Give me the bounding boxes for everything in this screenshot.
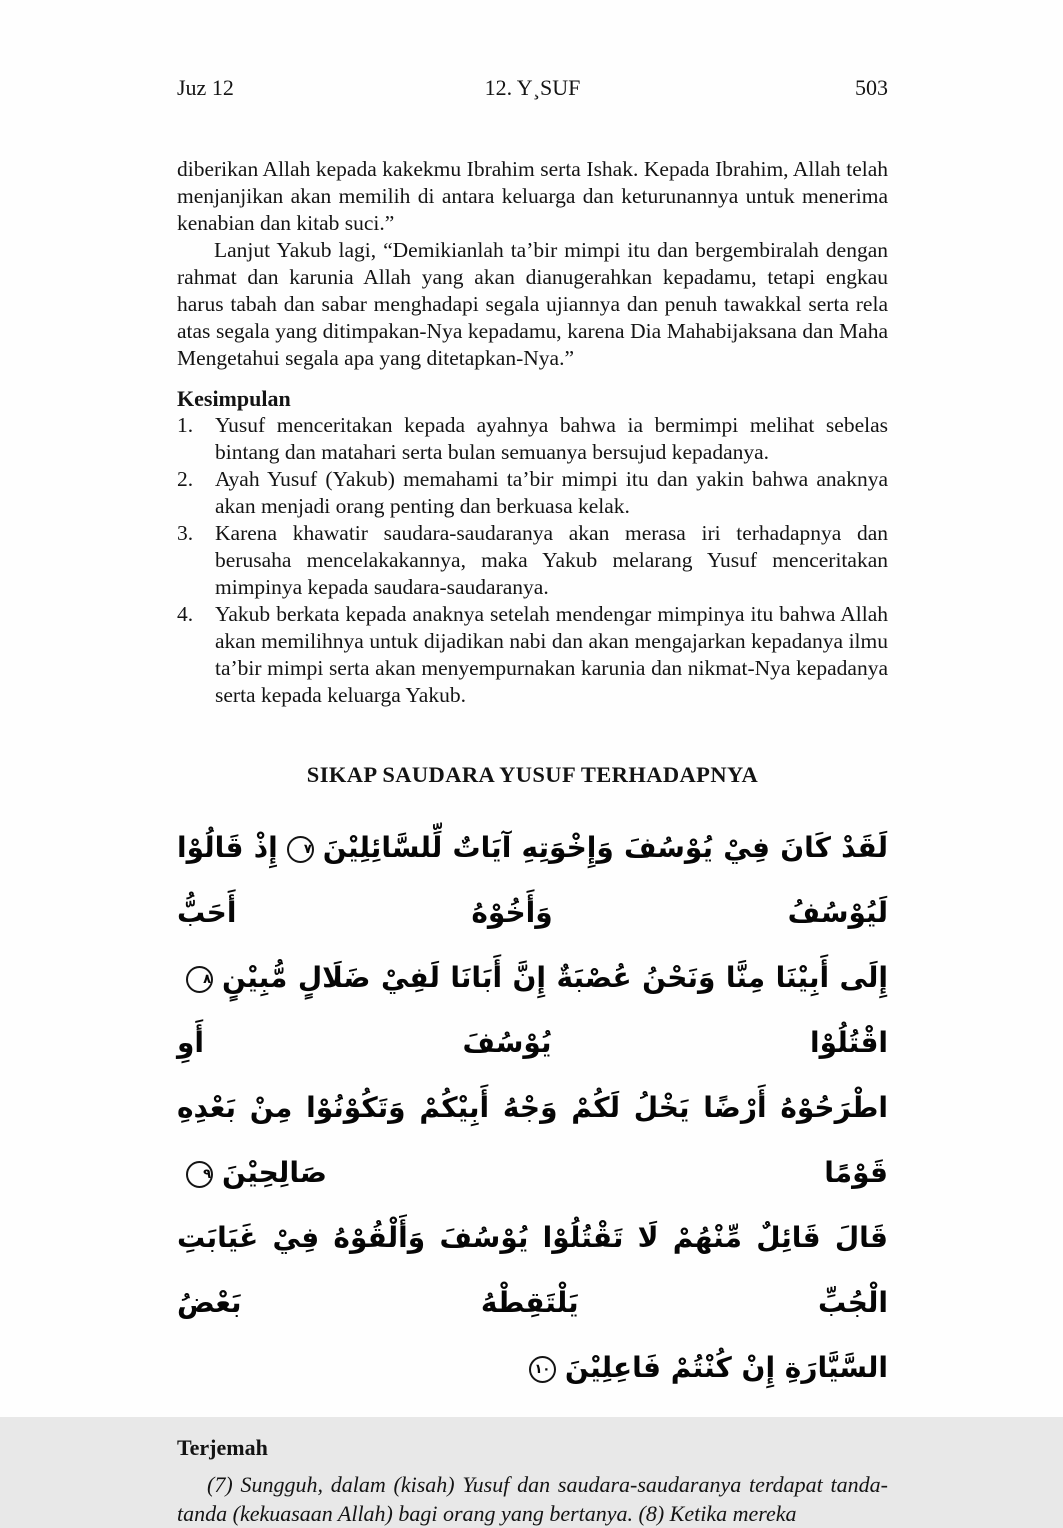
quran-text: قَالَ قَائِلٌ مِّنْهُمْ لَا تَقْتُلُوْا يُوْسُفَ وَأَلْقُوْهُ فِيْ غَيَابَتِ الْجُبِّ يَلْتَقِطْهُ بَعْضُ — [177, 1221, 888, 1319]
quran-text: إِلَى أَبِيْنَا مِنَّا وَنَحْنُ عُصْبَةٌ إِنَّ أَبَانَا لَفِيْ ضَلَالٍ مُّبِيْنٍ — [222, 961, 888, 994]
header-surah-title: 12. Y¸SUF — [484, 75, 581, 100]
quran-text: السَّيَّارَةِ إِنْ كُنْتُمْ فَاعِلِيْنَ — [564, 1351, 888, 1384]
paragraph-continuation: diberikan Allah kepada kakekmu Ibrahim serta Ishak. Kepada Ibrahim, Allah telah menjanjikan akan memilih di antara keluarga dan keturunannya untuk menerima kenabian dan kitab suci.” — [177, 157, 888, 235]
quran-text: اطْرَحُوْهُ أَرْضًا يَخْلُ لَكُمْ وَجْهُ أَبِيْكُمْ وَتَكُوْنُوْا مِنْ بَعْدِهِ قَوْمًا صَالِحِيْنَ — [177, 1091, 888, 1189]
quran-verse-block — [177, 815, 888, 1400]
list-item-text: Yusuf menceritakan kepada ayahnya bahwa ia bermimpi melihat sebelas bintang dan matahari serta bulan semuanya bersujud kepadanya. — [215, 413, 888, 464]
ayah-number-badge: ٧ — [287, 836, 314, 863]
header-juz-label: Juz 12 — [177, 75, 234, 100]
list-item-text: Yakub berkata kepada anaknya setelah mendengar mimpinya itu bahwa Allah akan memilihnya untuk dijadikan nabi dan akan mengajarkan kepadanya ilmu ta’bir mimpi serta akan menyempurnakan karunia dan nikmat-Nya kepadanya serta kepada keluarga Yakub. — [215, 602, 888, 707]
terjemah-text: (7) Sungguh, dalam (kisah) Yusuf dan saudara-saudaranya terdapat tanda-tanda (kekuasaan Allah) bagi orang yang bertanya. (8) Ketika mereka — [177, 1472, 888, 1526]
list-item-number: 3. — [177, 521, 194, 545]
list-item-text: Karena khawatir saudara-saudaranya akan merasa iri terhadapnya dan berusaha mencelakakannya, maka Yakub melarang Yusuf menceritakan mimpinya kepada saudara-saudaranya. — [215, 521, 888, 599]
quran-text: اقْتُلُوْا يُوْسُفَ أَوِ — [177, 1026, 888, 1059]
quran-line — [177, 945, 888, 1075]
kesimpulan-list — [177, 412, 888, 709]
ayah-number-badge: ٩ — [186, 1161, 213, 1188]
list-item — [177, 412, 888, 466]
list-item — [177, 466, 888, 520]
list-item-text: Ayah Yusuf (Yakub) memahami ta’bir mimpi itu dan yakin bahwa anaknya akan menjadi orang penting dan berkuasa kelak. — [215, 467, 888, 518]
paragraph-yakub-speech: Lanjut Yakub lagi, “Demikianlah ta’bir mimpi itu dan bergembiralah dengan rahmat dan karunia Allah yang akan dianugerahkan kepadamu, tetapi engkau harus tabah dan sabar menghadapi segala ujiannya dan penuh tawakkal serta rela atas segala yang ditimpakan-Nya kepadamu, karena Dia Mahabijaksana dan Maha Mengetahui segala apa yang ditetapkan-Nya.” — [177, 238, 888, 370]
page-header — [177, 74, 888, 101]
section-heading: SIKAP SAUDARA YUSUF TERHADAPNYA — [306, 762, 759, 787]
list-item-number: 4. — [177, 602, 194, 626]
quran-line — [177, 1205, 888, 1335]
quran-line — [177, 815, 888, 945]
ayah-number-badge: ١٠ — [529, 1356, 556, 1383]
list-item — [177, 520, 888, 601]
list-item — [177, 601, 888, 709]
page-body — [177, 156, 888, 1528]
ayah-number-badge: ٨ — [186, 966, 213, 993]
quran-line — [177, 1075, 888, 1205]
list-item-number: 1. — [177, 413, 194, 437]
kesimpulan-heading: Kesimpulan — [177, 386, 291, 411]
header-page-number: 503 — [855, 75, 888, 100]
quran-text: إِذْ قَالُوْا لَيُوْسُفُ وَأَخُوْهُ أَحَبُّ — [177, 831, 888, 929]
quran-text: لَقَدْ كَانَ فِيْ يُوْسُفَ وَإِخْوَتِهِ آيَاتٌ لِّلسَّائِلِيْنَ — [322, 831, 888, 864]
list-item-number: 2. — [177, 467, 194, 491]
terjemah-heading: Terjemah — [177, 1435, 268, 1460]
quran-line — [177, 1335, 888, 1400]
